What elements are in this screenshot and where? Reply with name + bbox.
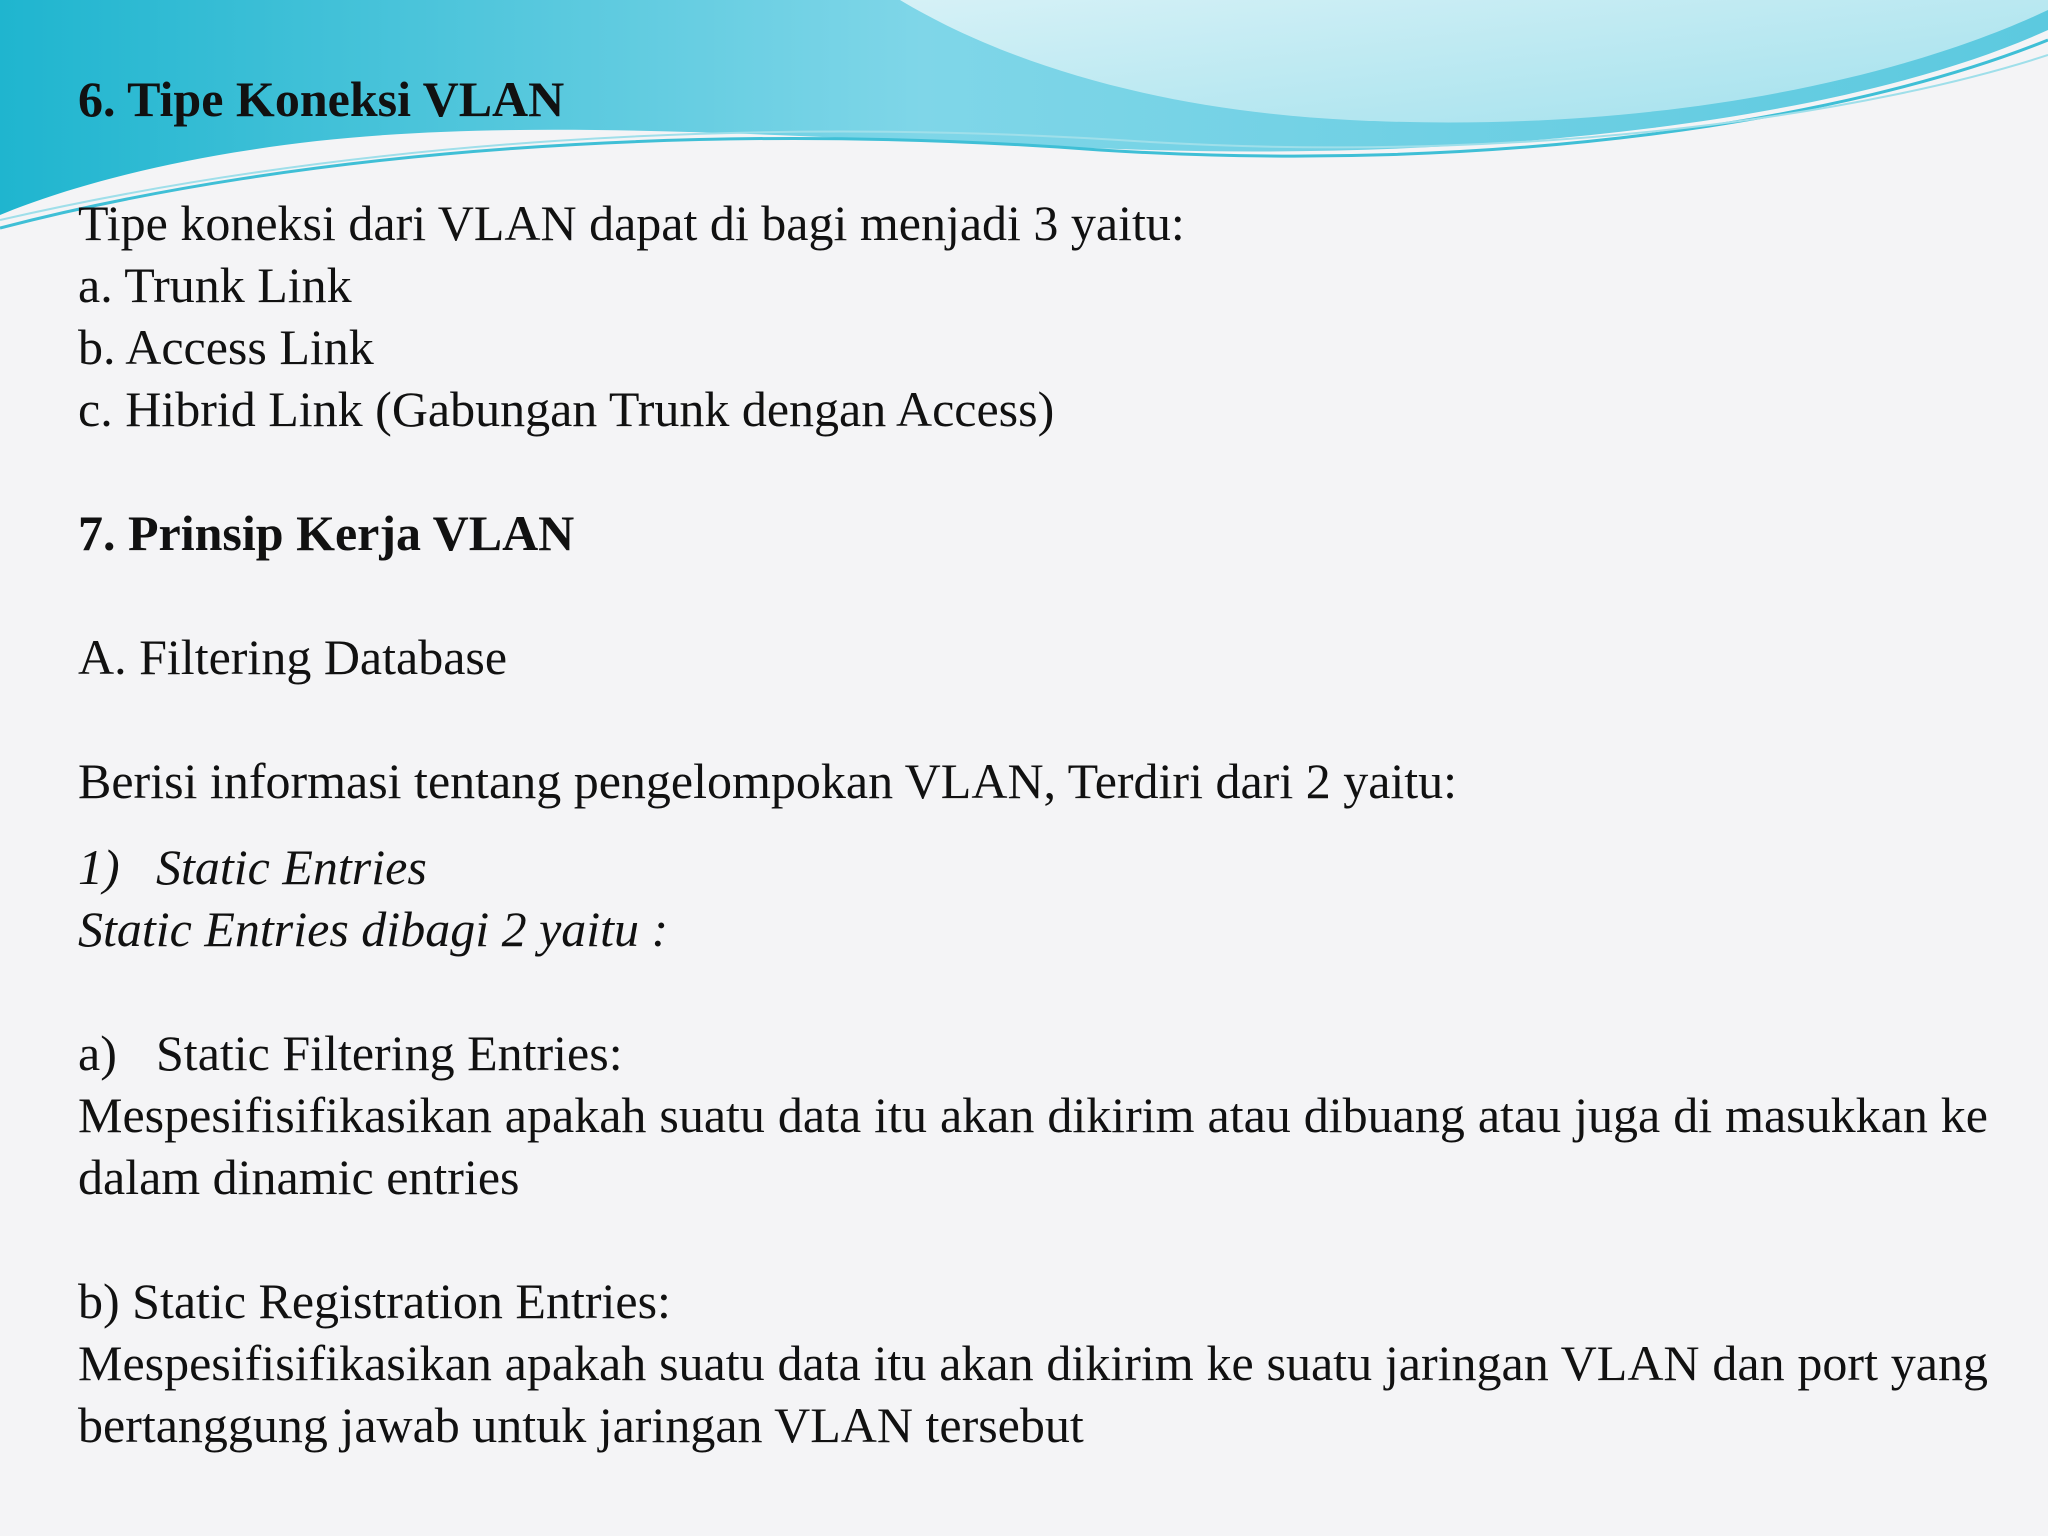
static-entries-heading: [78, 836, 1988, 898]
static-registration-heading: b) Static Registration Entries:: [78, 1273, 671, 1329]
connection-type-trunk: a. Trunk Link: [78, 257, 352, 313]
section7-subheading: A. Filtering Database: [78, 629, 508, 685]
static-entries-title: Static Entries: [156, 839, 427, 895]
connection-type-hybrid: c. Hibrid Link (Gabungan Trunk dengan Access): [78, 381, 1055, 437]
static-entries-subtitle: Static Entries dibagi 2 yaitu :: [78, 901, 669, 957]
static-filtering-heading: [78, 1022, 1988, 1084]
static-registration-description: Mespesifisifikasikan apakah suatu data itu akan dikirim ke suatu jaringan VLAN dan port yang bertanggung jawab untuk jaringan VLAN tersebut: [78, 1335, 1988, 1453]
static-filtering-label: a): [78, 1025, 117, 1081]
static-filtering-title: Static Filtering Entries:: [156, 1025, 623, 1081]
connection-type-access: b. Access Link: [78, 319, 374, 375]
section6-heading: 6. Tipe Koneksi VLAN: [78, 71, 565, 127]
static-entries-number: 1): [78, 839, 120, 895]
section7-heading: 7. Prinsip Kerja VLAN: [78, 505, 575, 561]
section6-intro: Tipe koneksi dari VLAN dapat di bagi menjadi 3 yaitu:: [78, 195, 1185, 251]
section7-intro: Berisi informasi tentang pengelompokan VLAN, Terdiri dari 2 yaitu:: [78, 753, 1458, 809]
static-filtering-description: Mespesifisifikasikan apakah suatu data itu akan dikirim atau dibuang atau juga di masukkan ke dalam dinamic entries: [78, 1087, 1988, 1205]
slide-content: [78, 68, 1988, 1456]
